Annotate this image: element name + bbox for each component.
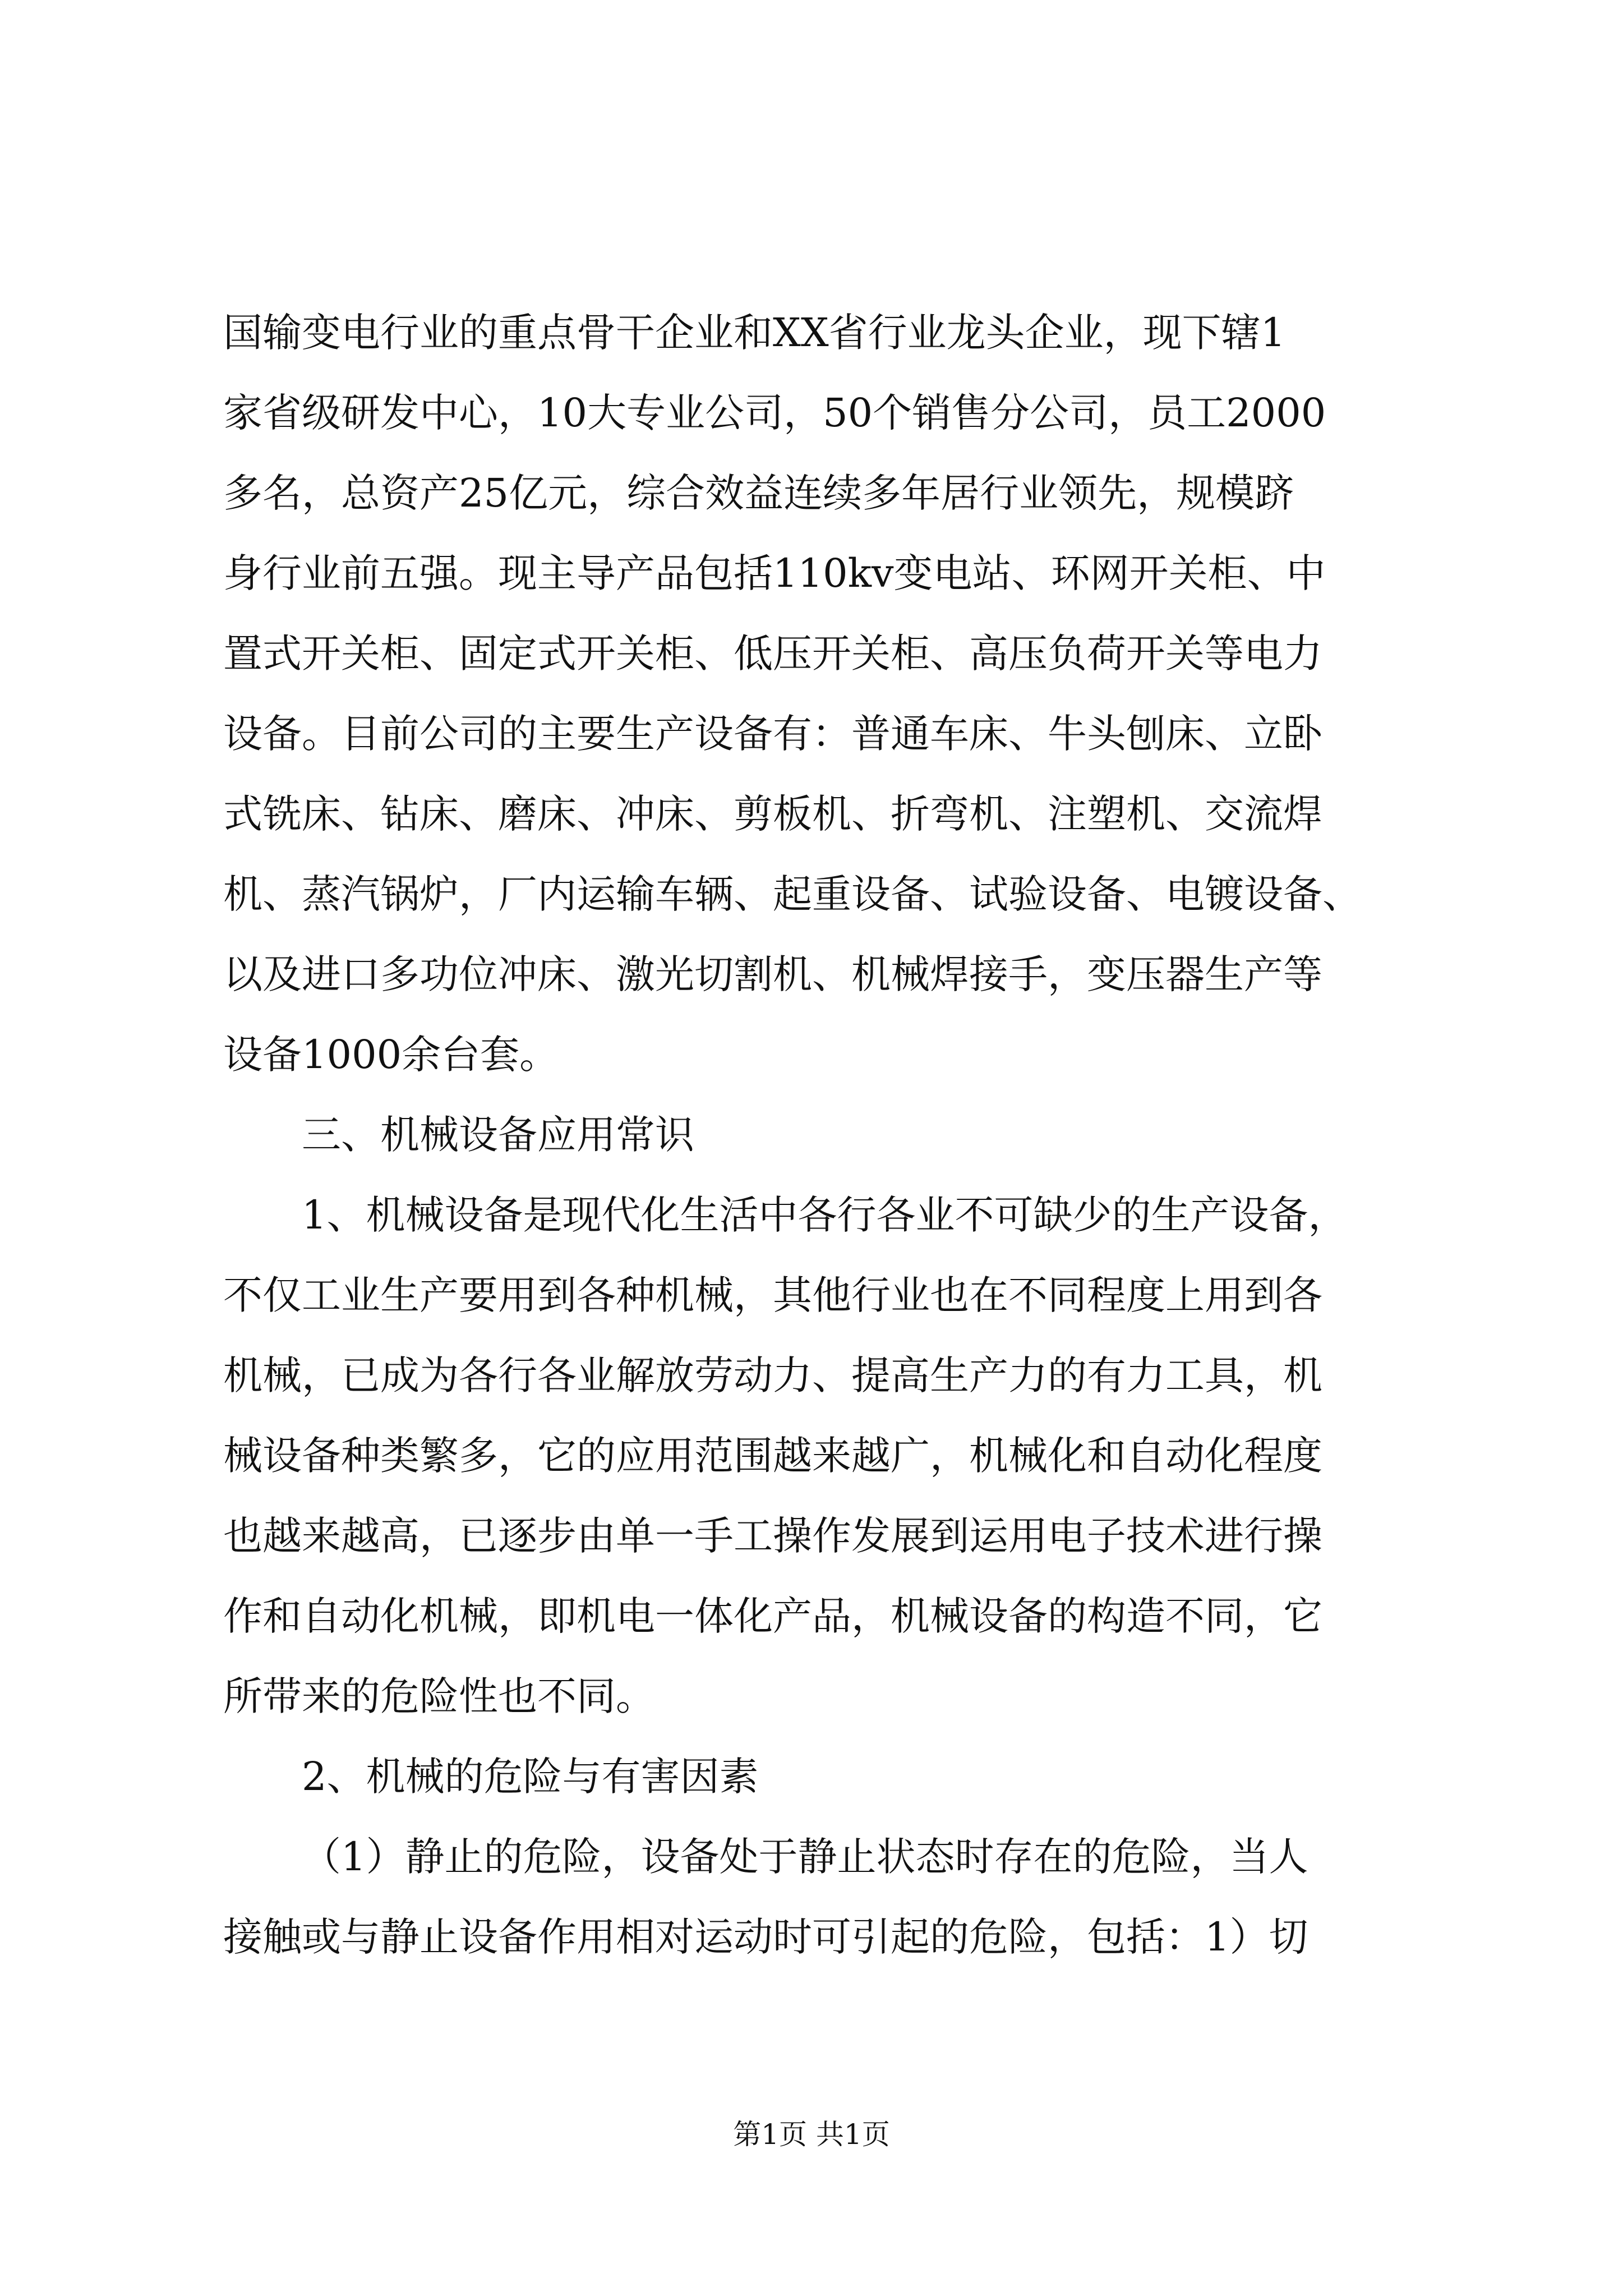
text-line: 械设备种类繁多，它的应用范围越来越广，机械化和自动化程度 — [223, 1433, 1322, 1479]
body-text — [223, 293, 1429, 1977]
text-line: 所带来的危险性也不同。 — [223, 1673, 655, 1719]
text-line: 式铣床、钻床、磨床、冲床、剪板机、折弯机、注塑机、交流焊 — [223, 791, 1322, 837]
text-line: 不仅工业生产要用到各种机械，其他行业也在不同程度上用到各 — [223, 1272, 1322, 1318]
text-line: 机械，已成为各行各业解放劳动力、提高生产力的有力工具，机 — [223, 1352, 1322, 1398]
text-line: 置式开关柜、固定式开关柜、低压开关柜、高压负荷开关等电力 — [223, 631, 1322, 677]
text-line: 作和自动化机械，即机电一体化产品，机械设备的构造不同，它 — [223, 1593, 1322, 1639]
text-line: 家省级研发中心，10大专业公司，50个销售分公司，员工2000 — [223, 390, 1326, 436]
text-line: 设备1000余台套。 — [223, 1032, 559, 1078]
text-line: 以及进口多功位冲床、激光切割机、机械焊接手，变压器生产等 — [223, 951, 1322, 997]
text-line: 机、蒸汽锅炉，厂内运输车辆、起重设备、试验设备、电镀设备、 — [223, 871, 1362, 917]
text-line: （1）静止的危险，设备处于静止状态时存在的危险，当人 — [302, 1834, 1308, 1880]
text-line: 多名，总资产25亿元，综合效益连续多年居行业领先，规模跻 — [223, 470, 1294, 516]
text-line: 接触或与静止设备作用相对运动时可引起的危险，包括：1）切 — [223, 1914, 1308, 1960]
subsection-heading: 2、机械的危险与有害因素 — [302, 1754, 759, 1800]
section-heading: 三、机械设备应用常识 — [302, 1112, 694, 1158]
text-line: 国输变电行业的重点骨干企业和XX省行业龙头企业，现下辖1 — [223, 310, 1286, 356]
text-line: 身行业前五强。现主导产品包括110kv变电站、环网开关柜、中 — [223, 550, 1326, 596]
text-line: 设备。目前公司的主要生产设备有：普通车床、牛头刨床、立卧 — [223, 711, 1322, 757]
text-line: 1、机械设备是现代化生活中各行各业不可缺少的生产设备， — [302, 1192, 1348, 1238]
page-number-footer: 第1页 共1页 — [733, 2118, 890, 2151]
text-line: 也越来越高，已逐步由单一手工操作发展到运用电子技术进行操 — [223, 1513, 1322, 1559]
